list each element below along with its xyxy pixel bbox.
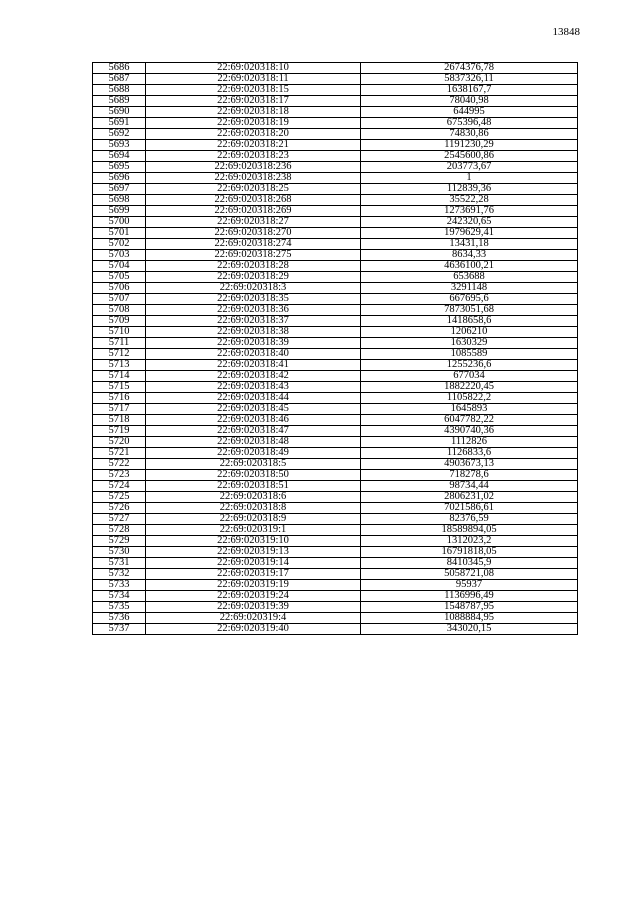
cadastral-number-cell: 22:69:020318:28 (146, 261, 361, 272)
row-number-cell: 5704 (93, 261, 146, 272)
page-number: 13848 (552, 26, 580, 38)
value-cell: 1136996,49 (361, 591, 578, 602)
value-cell: 18589894,05 (361, 525, 578, 536)
row-number-cell: 5710 (93, 327, 146, 338)
value-cell: 95937 (361, 580, 578, 591)
row-number-cell: 5713 (93, 360, 146, 371)
row-number-cell: 5700 (93, 217, 146, 228)
row-number-cell: 5730 (93, 547, 146, 558)
row-number-cell: 5688 (93, 85, 146, 96)
value-cell: 1418658,6 (361, 316, 578, 327)
value-cell: 1085589 (361, 349, 578, 360)
row-number-cell: 5731 (93, 558, 146, 569)
value-cell: 7873051,68 (361, 305, 578, 316)
table-row (93, 569, 578, 580)
row-number-cell: 5686 (93, 63, 146, 74)
table-row (93, 261, 578, 272)
cadastral-number-cell: 22:69:020318:11 (146, 74, 361, 85)
value-cell: 1645893 (361, 404, 578, 415)
row-number-cell: 5734 (93, 591, 146, 602)
value-cell: 1191230,29 (361, 140, 578, 151)
value-cell: 74830,86 (361, 129, 578, 140)
table-row (93, 459, 578, 470)
cadastral-number-cell: 22:69:020318:49 (146, 448, 361, 459)
value-cell: 203773,67 (361, 162, 578, 173)
table-row (93, 536, 578, 547)
row-number-cell: 5694 (93, 151, 146, 162)
row-number-cell: 5722 (93, 459, 146, 470)
row-number-cell: 5711 (93, 338, 146, 349)
row-number-cell: 5723 (93, 470, 146, 481)
row-number-cell: 5701 (93, 228, 146, 239)
value-cell: 4903673,13 (361, 459, 578, 470)
table-row (93, 151, 578, 162)
cadastral-number-cell: 22:69:020319:24 (146, 591, 361, 602)
row-number-cell: 5696 (93, 173, 146, 184)
row-number-cell: 5691 (93, 118, 146, 129)
cadastral-number-cell: 22:69:020318:27 (146, 217, 361, 228)
row-number-cell: 5718 (93, 415, 146, 426)
table-row (93, 415, 578, 426)
cadastral-number-cell: 22:69:020318:19 (146, 118, 361, 129)
cadastral-number-cell: 22:69:020318:15 (146, 85, 361, 96)
data-table (92, 62, 578, 635)
row-number-cell: 5703 (93, 250, 146, 261)
table-row (93, 74, 578, 85)
table-row (93, 294, 578, 305)
cadastral-number-cell: 22:69:020319:17 (146, 569, 361, 580)
row-number-cell: 5732 (93, 569, 146, 580)
table-row (93, 591, 578, 602)
value-cell: 667695,6 (361, 294, 578, 305)
table-row (93, 195, 578, 206)
cadastral-number-cell: 22:69:020318:268 (146, 195, 361, 206)
row-number-cell: 5695 (93, 162, 146, 173)
value-cell: 1206210 (361, 327, 578, 338)
table-row (93, 338, 578, 349)
cadastral-number-cell: 22:69:020318:8 (146, 503, 361, 514)
table-row (93, 217, 578, 228)
value-cell: 35522,28 (361, 195, 578, 206)
value-cell: 8410345,9 (361, 558, 578, 569)
value-cell: 2674376,78 (361, 63, 578, 74)
row-number-cell: 5690 (93, 107, 146, 118)
row-number-cell: 5707 (93, 294, 146, 305)
cadastral-number-cell: 22:69:020318:45 (146, 404, 361, 415)
table-row (93, 580, 578, 591)
cadastral-number-cell: 22:69:020318:44 (146, 393, 361, 404)
cadastral-number-cell: 22:69:020318:39 (146, 338, 361, 349)
cadastral-number-cell: 22:69:020318:50 (146, 470, 361, 481)
row-number-cell: 5719 (93, 426, 146, 437)
value-cell: 5837326,11 (361, 74, 578, 85)
value-cell: 5058721,08 (361, 569, 578, 580)
cadastral-number-cell: 22:69:020319:14 (146, 558, 361, 569)
cadastral-number-cell: 22:69:020318:36 (146, 305, 361, 316)
table-row (93, 173, 578, 184)
value-cell: 242320,65 (361, 217, 578, 228)
table-row (93, 448, 578, 459)
cadastral-number-cell: 22:69:020318:42 (146, 371, 361, 382)
table-row (93, 426, 578, 437)
cadastral-number-cell: 22:69:020319:13 (146, 547, 361, 558)
table-row (93, 492, 578, 503)
row-number-cell: 5729 (93, 536, 146, 547)
value-cell: 1088884,95 (361, 613, 578, 624)
row-number-cell: 5687 (93, 74, 146, 85)
value-cell: 4390740,36 (361, 426, 578, 437)
table-row (93, 96, 578, 107)
value-cell: 8634,33 (361, 250, 578, 261)
value-cell: 1630329 (361, 338, 578, 349)
cadastral-number-cell: 22:69:020318:269 (146, 206, 361, 217)
cadastral-number-cell: 22:69:020318:23 (146, 151, 361, 162)
table-row (93, 239, 578, 250)
value-cell: 1638167,7 (361, 85, 578, 96)
table-row (93, 228, 578, 239)
cadastral-number-cell: 22:69:020319:4 (146, 613, 361, 624)
value-cell: 3291148 (361, 283, 578, 294)
row-number-cell: 5692 (93, 129, 146, 140)
table-row (93, 184, 578, 195)
table-row (93, 118, 578, 129)
cadastral-number-cell: 22:69:020319:40 (146, 624, 361, 635)
table-body (93, 63, 578, 635)
cadastral-number-cell: 22:69:020318:270 (146, 228, 361, 239)
row-number-cell: 5689 (93, 96, 146, 107)
row-number-cell: 5708 (93, 305, 146, 316)
value-cell: 2806231,02 (361, 492, 578, 503)
row-number-cell: 5709 (93, 316, 146, 327)
cadastral-number-cell: 22:69:020319:19 (146, 580, 361, 591)
row-number-cell: 5712 (93, 349, 146, 360)
cadastral-number-cell: 22:69:020319:39 (146, 602, 361, 613)
table-row (93, 305, 578, 316)
table-row (93, 382, 578, 393)
cadastral-number-cell: 22:69:020318:5 (146, 459, 361, 470)
cadastral-number-cell: 22:69:020318:47 (146, 426, 361, 437)
cadastral-number-cell: 22:69:020318:25 (146, 184, 361, 195)
table-row (93, 140, 578, 151)
table-row (93, 349, 578, 360)
value-cell: 653688 (361, 272, 578, 283)
value-cell: 1312023,2 (361, 536, 578, 547)
row-number-cell: 5714 (93, 371, 146, 382)
cadastral-number-cell: 22:69:020318:37 (146, 316, 361, 327)
row-number-cell: 5721 (93, 448, 146, 459)
value-cell: 1979629,41 (361, 228, 578, 239)
value-cell: 4636100,21 (361, 261, 578, 272)
table-row (93, 470, 578, 481)
cadastral-number-cell: 22:69:020318:275 (146, 250, 361, 261)
table-row (93, 624, 578, 635)
row-number-cell: 5733 (93, 580, 146, 591)
cadastral-number-cell: 22:69:020318:18 (146, 107, 361, 118)
row-number-cell: 5715 (93, 382, 146, 393)
row-number-cell: 5725 (93, 492, 146, 503)
cadastral-number-cell: 22:69:020318:41 (146, 360, 361, 371)
row-number-cell: 5726 (93, 503, 146, 514)
row-number-cell: 5697 (93, 184, 146, 195)
value-cell: 2545600,86 (361, 151, 578, 162)
value-cell: 1882220,45 (361, 382, 578, 393)
table-row (93, 558, 578, 569)
value-cell: 82376,59 (361, 514, 578, 525)
value-cell: 16791818,05 (361, 547, 578, 558)
value-cell: 1548787,95 (361, 602, 578, 613)
row-number-cell: 5728 (93, 525, 146, 536)
value-cell: 6047782,22 (361, 415, 578, 426)
table-row (93, 107, 578, 118)
value-cell: 675396,48 (361, 118, 578, 129)
cadastral-number-cell: 22:69:020318:238 (146, 173, 361, 184)
value-cell: 644995 (361, 107, 578, 118)
table-row (93, 272, 578, 283)
cadastral-number-cell: 22:69:020318:274 (146, 239, 361, 250)
cadastral-number-cell: 22:69:020318:35 (146, 294, 361, 305)
table-row (93, 63, 578, 74)
row-number-cell: 5736 (93, 613, 146, 624)
row-number-cell: 5702 (93, 239, 146, 250)
cadastral-number-cell: 22:69:020318:29 (146, 272, 361, 283)
table-row (93, 206, 578, 217)
cadastral-number-cell: 22:69:020319:10 (146, 536, 361, 547)
table-row (93, 162, 578, 173)
row-number-cell: 5693 (93, 140, 146, 151)
row-number-cell: 5737 (93, 624, 146, 635)
table-row (93, 503, 578, 514)
table-row (93, 613, 578, 624)
value-cell: 1255236,6 (361, 360, 578, 371)
value-cell: 677034 (361, 371, 578, 382)
cadastral-number-cell: 22:69:020318:3 (146, 283, 361, 294)
value-cell: 343020,15 (361, 624, 578, 635)
row-number-cell: 5720 (93, 437, 146, 448)
table-row (93, 283, 578, 294)
value-cell: 1112826 (361, 437, 578, 448)
cadastral-number-cell: 22:69:020318:38 (146, 327, 361, 338)
table-row (93, 327, 578, 338)
cadastral-number-cell: 22:69:020318:40 (146, 349, 361, 360)
table-row (93, 547, 578, 558)
row-number-cell: 5717 (93, 404, 146, 415)
value-cell: 7021586,61 (361, 503, 578, 514)
row-number-cell: 5716 (93, 393, 146, 404)
table-row (93, 437, 578, 448)
value-cell: 98734,44 (361, 481, 578, 492)
cadastral-number-cell: 22:69:020318:21 (146, 140, 361, 151)
cadastral-number-cell: 22:69:020319:1 (146, 525, 361, 536)
cadastral-number-cell: 22:69:020318:48 (146, 437, 361, 448)
row-number-cell: 5699 (93, 206, 146, 217)
value-cell: 1 (361, 173, 578, 184)
cadastral-number-cell: 22:69:020318:17 (146, 96, 361, 107)
value-cell: 1273691,76 (361, 206, 578, 217)
table-row (93, 360, 578, 371)
value-cell: 718278,6 (361, 470, 578, 481)
row-number-cell: 5705 (93, 272, 146, 283)
cadastral-number-cell: 22:69:020318:51 (146, 481, 361, 492)
cadastral-number-cell: 22:69:020318:6 (146, 492, 361, 503)
value-cell: 13431,18 (361, 239, 578, 250)
value-cell: 1105822,2 (361, 393, 578, 404)
table-row (93, 514, 578, 525)
row-number-cell: 5706 (93, 283, 146, 294)
row-number-cell: 5698 (93, 195, 146, 206)
table-row (93, 393, 578, 404)
value-cell: 1126833,6 (361, 448, 578, 459)
value-cell: 78040,98 (361, 96, 578, 107)
table-row (93, 250, 578, 261)
row-number-cell: 5724 (93, 481, 146, 492)
value-cell: 112839,36 (361, 184, 578, 195)
cadastral-number-cell: 22:69:020318:236 (146, 162, 361, 173)
row-number-cell: 5735 (93, 602, 146, 613)
table-row (93, 129, 578, 140)
table-row (93, 481, 578, 492)
table-row (93, 316, 578, 327)
table-row (93, 371, 578, 382)
cadastral-number-cell: 22:69:020318:46 (146, 415, 361, 426)
cadastral-number-cell: 22:69:020318:20 (146, 129, 361, 140)
table-row (93, 525, 578, 536)
row-number-cell: 5727 (93, 514, 146, 525)
table-row (93, 602, 578, 613)
cadastral-number-cell: 22:69:020318:43 (146, 382, 361, 393)
table-row (93, 404, 578, 415)
table-row (93, 85, 578, 96)
cadastral-number-cell: 22:69:020318:10 (146, 63, 361, 74)
cadastral-number-cell: 22:69:020318:9 (146, 514, 361, 525)
